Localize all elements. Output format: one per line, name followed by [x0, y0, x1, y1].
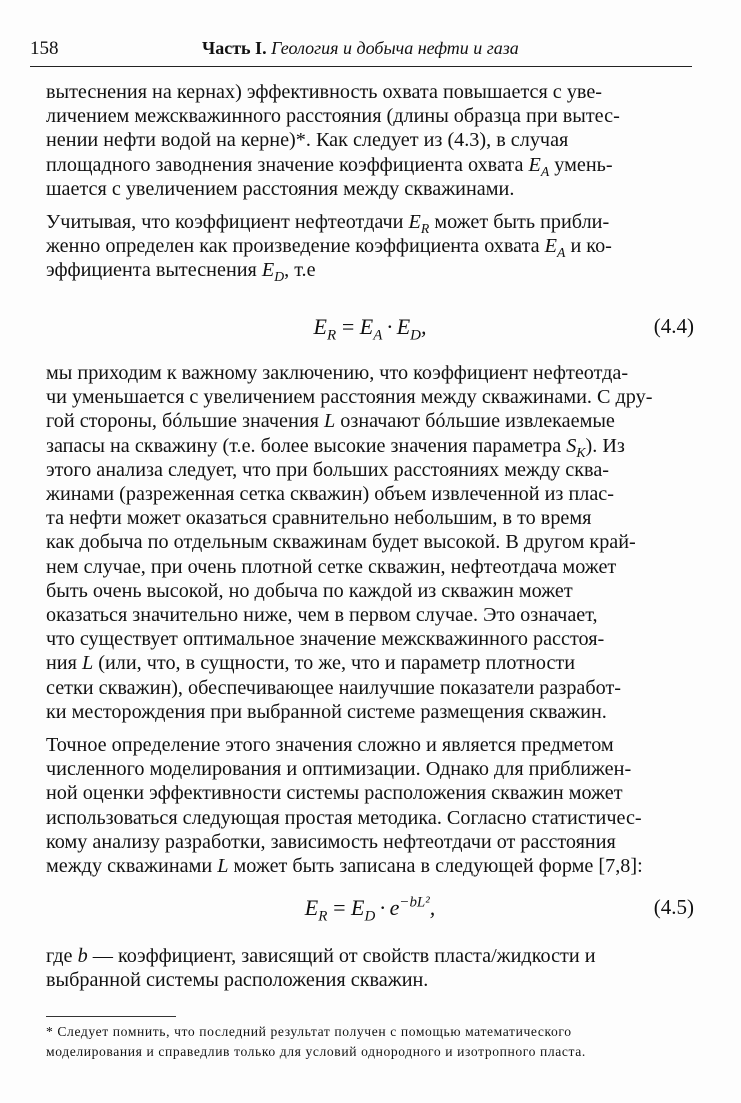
equation-4-4-number: (4.4) — [653, 314, 694, 338]
text-line: оказаться значительно ниже, чем в первом случае. Это означает, — [46, 604, 598, 627]
running-head — [202, 38, 519, 59]
text-line: шается с увеличением расстояния между скважинами. — [46, 177, 515, 200]
text-line: ки месторождения при выбранной системе размещения скважин. — [46, 700, 607, 723]
equation-4-5 — [46, 895, 694, 925]
text-line: этого анализа следует, что при больших расстояниях между сква- — [46, 458, 610, 481]
part-title: Геология и добыча нефти и газа — [271, 38, 519, 58]
text-line: как добыча по отдельным скважинам будет высокой. В другом край- — [46, 531, 636, 554]
text-line: мы приходим к важному заключению, что коэффициент нефтеотда- — [46, 362, 629, 384]
paragraph-3 — [46, 361, 694, 724]
paragraph-5 — [46, 944, 694, 992]
equation-4-4 — [46, 314, 694, 344]
paragraph-2 — [46, 210, 694, 283]
equation-4-5-number: (4.5) — [653, 895, 694, 919]
text-line: ния L (или, что, в сущности, то же, что и параметр плотности — [46, 652, 576, 675]
text-line: жинами (разреженная сетка скважин) объем извлеченной из плас- — [46, 483, 614, 506]
text-line: где b — коэффициент, зависящий от свойств пласта/жидкости и — [46, 945, 596, 967]
header-rule — [30, 66, 692, 67]
text-line: сетки скважин), обеспечивающее наилучшие показатели разработ- — [46, 676, 622, 699]
text-line: женно определен как произведение коэффициента охвата $E_A$ и ко- — [46, 235, 612, 261]
text-line: нении нефти водой на керне)*. Как следует из (4.3), в случая — [46, 129, 569, 152]
text-line: * Следует помнить, что последний результат получен с помощью математического — [46, 1024, 572, 1039]
text-line: площадного заводнения значение коэффициента охвата $E_A$ умень- — [46, 153, 613, 179]
text-line: чи уменьшается с увеличением расстояния между скважинами. С дру- — [46, 386, 653, 409]
paragraph-4 — [46, 733, 694, 878]
text-line: запасы на скважину (т.е. более высокие значения параметра $S_K$). Из — [46, 434, 625, 460]
text-line: Учитывая, что коэффициент нефтеотдачи $E_R$ может быть прибли- — [46, 211, 610, 237]
page-header — [30, 38, 692, 64]
text-line: моделирования и справедлив только для условий однородного и изотропного пласта. — [46, 1044, 586, 1059]
text-line: эффициента вытеснения $E_D$, т.е — [46, 259, 316, 285]
text-line: использоваться следующая простая методика. Согласно статистичес- — [46, 806, 642, 829]
paragraph-1 — [46, 80, 694, 201]
text-line: нем случае, при очень плотной сетке скважин, нефтеотдача может — [46, 555, 617, 578]
equation-4-5-formula: $E_R = E_D \cdot e^{-bL^2}$, — [304, 894, 436, 925]
footnote-rule — [46, 1016, 176, 1017]
text-line: кому анализу разработки, зависимость нефтеотдачи от расстояния — [46, 830, 616, 853]
text-line: быть очень высокой, но добыча по каждой из скважин может — [46, 579, 573, 602]
text-line: гой стороны, бóльшие значения L означают бóльшие извлекаемые — [46, 410, 615, 433]
text-line: между скважинами L может быть записана в следующей форме [7,8]: — [46, 855, 643, 878]
text-line: выбранной системы расположения скважин. — [46, 969, 429, 992]
footnote — [46, 1022, 694, 1062]
text-line: ной оценки эффективности системы расположения скважин может — [46, 782, 623, 805]
page-number: 158 — [30, 38, 59, 59]
text-line: Точное определение этого значения сложно и является предметом — [46, 734, 614, 756]
text-line: численного моделирования и оптимизации. Однако для приближен- — [46, 758, 632, 781]
part-label: Часть I. — [202, 38, 267, 58]
text-line: личением межскважинного расстояния (длины образца при вытес- — [46, 105, 620, 128]
text-line: вытеснения на кернах) эффективность охвата повышается с уве- — [46, 81, 603, 103]
text-line: та нефти может оказаться сравнительно небольшим, в то время — [46, 507, 592, 530]
text-line: что существует оптимальное значение межскважинного расстоя- — [46, 628, 605, 651]
equation-4-4-formula: $E_R = E_A \cdot E_D$, — [313, 314, 427, 344]
